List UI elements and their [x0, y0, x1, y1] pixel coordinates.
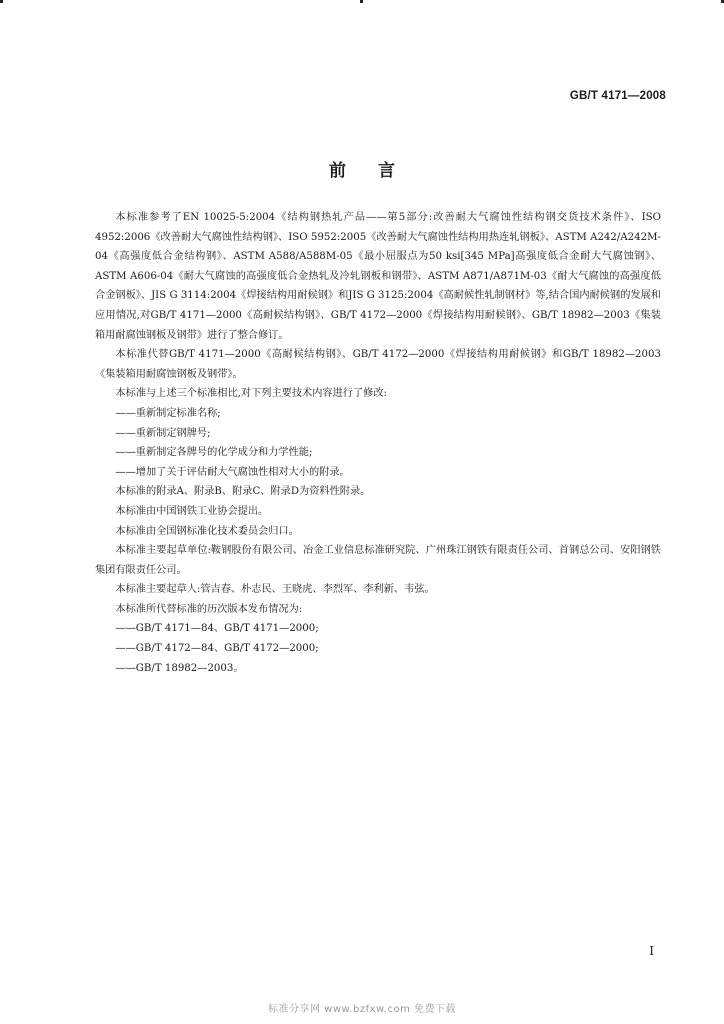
- paragraph: 本标准与上述三个标准相比,对下列主要技术内容进行了修改:: [115, 388, 387, 400]
- paragraph: 本标准代替GB/T 4171—2000《高耐候结构钢》、GB/T 4172—2000《焊接结构用耐候钢》和GB/T 18982—2003《集装箱用耐腐蚀钢板及钢带》。: [95, 349, 661, 380]
- page-title: 前言: [329, 161, 427, 181]
- foreword-body: [95, 208, 661, 678]
- list-item: ——GB/T 4171—84、GB/T 4171—2000;: [115, 623, 319, 635]
- list-item: ——GB/T 18982—2003。: [115, 662, 244, 674]
- paragraph: 本标准主要起草单位:鞍钢股份有限公司、冶金工业信息标准研究院、广州珠江钢铁有限责任公司、首钢总公司、安阳钢铁集团有限责任公司。: [95, 545, 661, 576]
- list-item: ——重新制定各牌号的化学成分和力学性能;: [115, 447, 313, 459]
- standard-code: GB/T 4171—2008: [569, 90, 666, 102]
- list-item: ——重新制定钢牌号;: [115, 427, 211, 439]
- paragraph: 本标准由全国钢标准化技术委员会归口。: [115, 525, 299, 537]
- paragraph: 本标准主要起草人:管吉春、朴志民、王晓虎、李烈军、李利新、韦弦。: [115, 584, 435, 596]
- paragraph: 本标准所代替标准的历次版本发布情况为:: [115, 603, 303, 615]
- paragraph: 本标准的附录A、附录B、附录C、附录D为资料性附录。: [115, 486, 371, 498]
- watermark: 标准分享网 www.bzfxw.com 免费下载: [268, 1004, 456, 1015]
- list-item: ——GB/T 4172—84、GB/T 4172—2000;: [115, 643, 319, 655]
- scan-artifact: [0, 0, 3, 3]
- scan-artifact: [360, 0, 363, 3]
- list-item: ——重新制定标准名称;: [115, 407, 221, 419]
- page-number: I: [649, 944, 654, 958]
- list-item: ——增加了关于评估耐大气腐蚀性相对大小的附录。: [115, 466, 350, 478]
- paragraph: 本标准参考了EN 10025-5:2004《结构钢热轧产品——第5部分:改善耐大气腐蚀性结构钢交货技术条件》、ISO 4952:2006《改善耐大气腐蚀性结构钢》、ISO 5952:2005《改善耐大气腐蚀性结构用热连轧钢板》、ASTM A242/A242M-04《高强度低合金结构钢》、ASTM A588/A588M-05《最小屈服点为50 ksi[345 MPa]高强度低合金耐大气腐蚀钢》、ASTM A606-04《耐大气腐蚀的高强度低合金热轧及冷轧钢板和钢带》、ASTM A871/A871M-03《耐大气腐蚀的高强度低合金钢板》、JIS G 3114:2004《焊接结构用耐候钢》和JIS G 3125:2004《高耐候性轧制钢材》等,结合国内耐候钢的发展和应用情况,对GB/T 4171—2000《高耐候结构钢》、GB/T 4172—2000《焊接结构用耐候钢》、GB/T 18982—2003《集装箱用耐腐蚀钢板及钢带》进行了整合修订。: [95, 212, 661, 341]
- paragraph: 本标准由中国钢铁工业协会提出。: [115, 505, 269, 517]
